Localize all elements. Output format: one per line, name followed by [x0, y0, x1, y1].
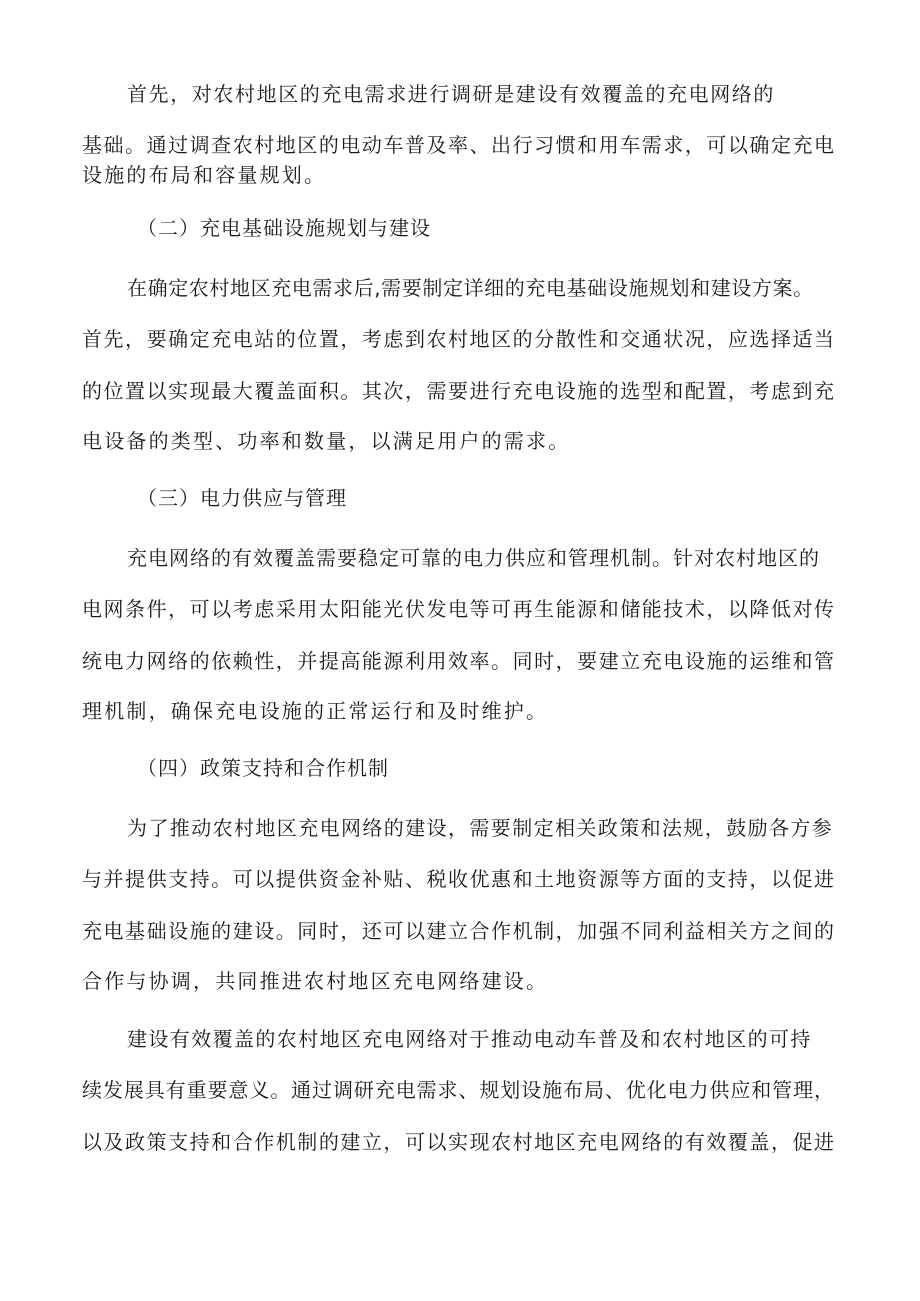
paragraph-4-line-2: 与并提供支持。可以提供资金补贴、税收优惠和土地资源等方面的支持，以促进	[82, 867, 834, 891]
paragraph-2-line-3: 的位置以实现最大覆盖面积。其次，需要进行充电设施的选型和配置，考虑到充	[82, 379, 834, 403]
section-heading-4: （四）政策支持和合作机制	[137, 756, 389, 780]
section-heading-2: （二）充电基础设施规划与建设	[137, 216, 431, 240]
paragraph-3-line-1: 充电网络的有效覆盖需要稳定可靠的电力供应和管理机制。针对农村地区的	[127, 546, 820, 570]
paragraph-1-line-2: 基础。通过调查农村地区的电动车普及率、出行习惯和用车需求，可以确定充电	[82, 133, 834, 157]
section-heading-3: （三）电力供应与管理	[137, 486, 347, 510]
paragraph-1-line-3: 设施的布局和容量规划。	[82, 163, 327, 187]
paragraph-4-line-1: 为了推动农村地区充电网络的建设，需要制定相关政策和法规，鼓励各方参	[127, 816, 834, 840]
paragraph-5-line-3: 以及政策支持和合作机制的建立，可以实现农村地区充电网络的有效覆盖，促进	[82, 1130, 834, 1154]
paragraph-1-line-1: 首先，对农村地区的充电需求进行调研是建设有效覆盖的充电网络的	[127, 82, 775, 106]
paragraph-3-line-3: 统电力网络的依赖性，并提高能源利用效率。同时，要建立充电设施的运维和管	[82, 649, 834, 673]
paragraph-4-line-3: 充电基础设施的建设。同时，还可以建立合作机制，加强不同利益相关方之间的	[82, 919, 834, 943]
paragraph-5-line-2: 续发展具有重要意义。通过调研充电需求、规划设施布局、优化电力供应和管理，	[82, 1078, 834, 1102]
paragraph-3-line-2: 电网条件，可以考虑采用太阳能光伏发电等可再生能源和储能技术，以降低对传	[82, 597, 834, 621]
paragraph-3-line-4: 理机制，确保充电设施的正常运行和及时维护。	[82, 699, 549, 723]
paragraph-4-line-4: 合作与协调，共同推进农村地区充电网络建设。	[82, 969, 549, 993]
paragraph-2-line-1: 在确定农村地区充电需求后,需要制定详细的充电基础设施规划和建设方案。	[127, 276, 814, 300]
paragraph-2-line-2: 首先，要确定充电站的位置，考虑到农村地区的分散性和交通状况，应选择适当	[82, 327, 834, 351]
paragraph-5-line-1: 建设有效覆盖的农村地区充电网络对于推动电动车普及和农村地区的可持	[127, 1027, 812, 1051]
paragraph-2-line-4: 电设备的类型、功率和数量，以满足用户的需求。	[82, 429, 571, 453]
